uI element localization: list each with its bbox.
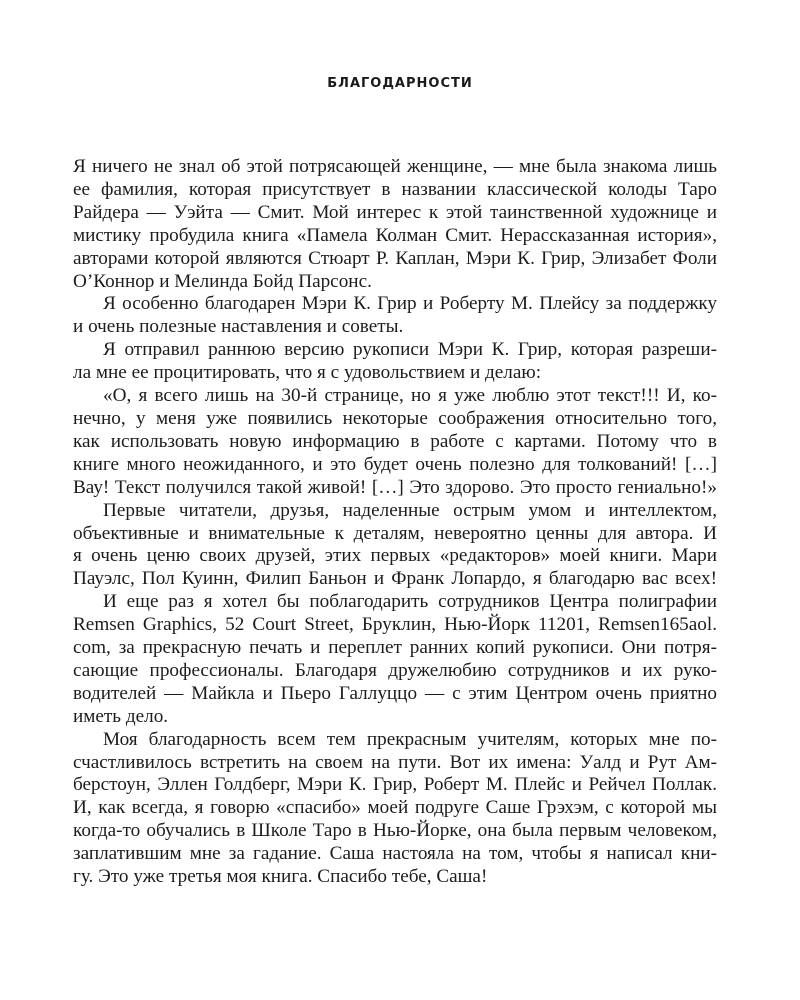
text-line: берстоун, Эллен Голдберг, Мэри К. Грир, Роберт М. Плейс и Рейчел Поллак. bbox=[73, 774, 717, 796]
text-line: И еще раз я хотел бы поблагодарить сотрудников Центра полиграфии bbox=[103, 591, 717, 613]
text-line: Моя благодарность всем тем прекрасным учителям, которых мне по- bbox=[103, 728, 717, 750]
text-line: Я отправил раннюю версию рукописи Мэри К. Грир, которая разреши- bbox=[103, 339, 717, 361]
text-line: Я особенно благодарен Мэри К. Грир и Роберту М. Плейсу за поддержку bbox=[103, 293, 717, 315]
text-line: мистику пробудила книга «Памела Колман Смит. Нерассказанная история», bbox=[73, 224, 717, 246]
text-line: когда-то обучались в Школе Таро в Нью-Йорке, она была первым человеком, bbox=[73, 820, 717, 842]
text-line: И, как всегда, я говорю «спасибо» моей подруге Саше Грэхэм, с которой мы bbox=[73, 797, 717, 819]
text-line: Пауэлс, Пол Куинн, Филип Баньон и Франк Лопардо, я благодарю вас всех! bbox=[73, 568, 717, 590]
text-line: нечно, у меня уже появились некоторые соображения относительно того, bbox=[73, 407, 717, 429]
text-line: гу. Это уже третья моя книга. Спасибо тебе, Саша! bbox=[73, 866, 488, 888]
paragraph bbox=[73, 729, 717, 889]
text-line: водителей — Майкла и Пьеро Галлуццо — с этим Центром очень приятно bbox=[73, 682, 717, 704]
text-line: заплатившим мне за гадание. Саша настояла на том, чтобы я написал кни- bbox=[73, 843, 717, 865]
text-line: Райдера — Уэйта — Смит. Мой интерес к этой таинственной художнице и bbox=[73, 201, 717, 223]
text-line: ее фамилия, которая присутствует в названии классической колоды Таро bbox=[73, 178, 717, 200]
text-line: Remsen Graphics, 52 Court Street, Бруклин, Нью-Йорк 11201, Remsen165aol. bbox=[73, 614, 717, 636]
paragraph bbox=[73, 591, 717, 728]
text-line: «О, я всего лишь на 30-й странице, но я уже люблю этот текст!!! И, ко- bbox=[103, 385, 717, 407]
text-line: авторами которой являются Стюарт Р. Каплан, Мэри К. Грир, Элизабет Фоли bbox=[73, 247, 717, 269]
text-line: как использовать новую информацию в работе с картами. Потому что в bbox=[73, 430, 717, 452]
text-line: книге много неожиданного, и это будет очень полезно для толкований! […] bbox=[73, 453, 717, 475]
paragraph bbox=[73, 156, 717, 293]
page-heading: БЛАГОДАРНОСТИ bbox=[327, 76, 473, 91]
quote-paragraph bbox=[73, 385, 717, 500]
text-line: счастливилось встретить на своем на пути. Вот их имена: Уалд и Рут Ам- bbox=[73, 751, 717, 773]
text-line: О’Коннор и Мелинда Бойд Парсонс. bbox=[73, 270, 372, 292]
paragraph bbox=[73, 339, 717, 385]
paragraph bbox=[73, 293, 717, 339]
body-text bbox=[73, 156, 717, 889]
text-line: Вау! Текст получился такой живой! […] Это здорово. Это просто гениально!» bbox=[73, 476, 717, 498]
text-line: com, за прекрасную печать и переплет ранних копий рукописи. Они потря- bbox=[73, 637, 717, 659]
text-line: Я ничего не знал об этой потрясающей женщине, — мне была знакома лишь bbox=[73, 156, 717, 177]
text-line: иметь дело. bbox=[73, 705, 169, 727]
paragraph bbox=[73, 500, 717, 592]
text-line: и очень полезные наставления и советы. bbox=[73, 316, 404, 338]
text-line: я очень ценю своих друзей, этих первых «редакторов» моей книги. Мари bbox=[73, 545, 717, 567]
text-line: ла мне ее процитировать, что я с удовольствием и делаю: bbox=[73, 362, 542, 384]
text-line: Первые читатели, друзья, наделенные острым умом и интеллектом, bbox=[103, 499, 717, 521]
text-line: объективные и внимательные к деталям, невероятно ценны для автора. И bbox=[73, 522, 717, 544]
text-line: сающие профессионалы. Благодаря дружелюбию сотрудников и их руко- bbox=[73, 659, 717, 681]
